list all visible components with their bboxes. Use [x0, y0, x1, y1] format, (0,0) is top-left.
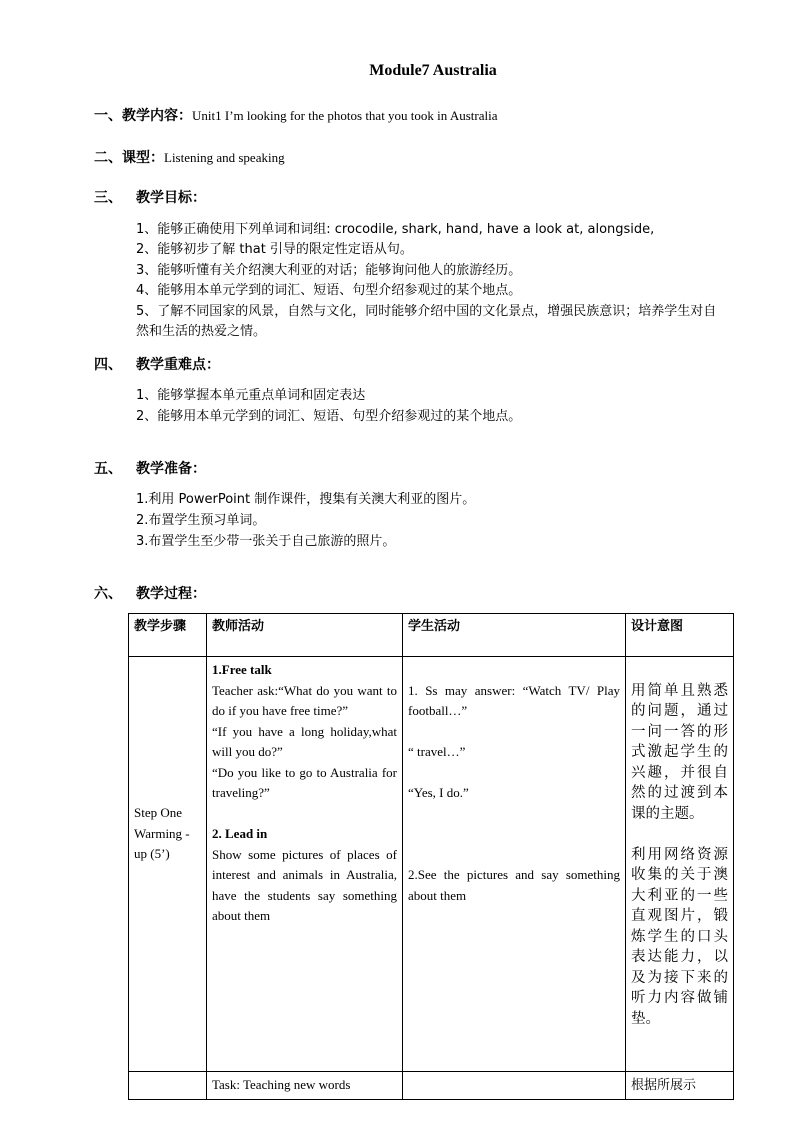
objectives-heading [94, 188, 206, 208]
free-talk-heading: 1.Free talk [212, 662, 272, 677]
teacher-question: “If you have a long holiday,what will you do?” [212, 723, 397, 759]
student-answer: 2.See the pictures and say something about them [408, 867, 620, 903]
teacher-cell [207, 657, 403, 1072]
table-row [129, 657, 734, 1072]
objective-item: 5、了解不同国家的风景，自然与文化，同时能够介绍中国的文化景点，增强民族意识；培养学生对自然和生活的热爱之情。 [136, 304, 717, 339]
content-text: Unit1 I’m looking for the photos that you took in Australia [192, 108, 498, 123]
lead-in-heading: 2. Lead in [212, 826, 268, 841]
step-cell [129, 1072, 207, 1100]
process-table [128, 613, 734, 1100]
objective-item: 3、能够听懂有关介绍澳大利亚的对话；能够询问他人的旅游经历。 [136, 263, 522, 278]
key-points-title: 教学重难点： [136, 357, 220, 373]
header-teacher: 教师活动 [207, 614, 403, 657]
objectives-num: 三、 [94, 190, 122, 206]
page-title: Module7 Australia [369, 62, 497, 79]
process-heading [94, 584, 206, 604]
student-answer: “ travel…” [408, 744, 466, 759]
design-intent: 利用网络资源收集的关于澳大利亚的一些直观图片，锻炼学生的口头表达能力，以及为接下来的听力内容做铺垫。 [631, 846, 728, 1027]
design-cell: 根据所展示 [626, 1072, 734, 1100]
key-point-item: 2、能够用本单元学到的词汇、短语、句型介绍参观过的某个地点。 [136, 409, 522, 424]
content-line [94, 106, 497, 126]
header-design: 设计意图 [626, 614, 734, 657]
lesson-type-line [94, 148, 285, 168]
header-student: 学生活动 [403, 614, 626, 657]
objectives-title: 教学目标： [136, 190, 206, 206]
preparation-item: 2.布置学生预习单词。 [136, 513, 266, 528]
key-points-heading [94, 355, 220, 375]
preparation-num: 五、 [94, 461, 122, 477]
lesson-type-text: Listening and speaking [164, 150, 285, 165]
objective-item: 1、能够正确使用下列单词和词组: crocodile, shark, hand, have a look at, alongside, [136, 222, 655, 237]
key-point-item: 1、能够掌握本单元重点单词和固定表达 [136, 388, 366, 403]
student-cell [403, 657, 626, 1072]
objective-item: 2、能够初步了解 that 引导的限定性定语从句。 [136, 242, 413, 257]
preparation-item: 3.布置学生至少带一张关于自己旅游的照片。 [136, 534, 396, 549]
design-cell [626, 657, 734, 1072]
student-answer: “Yes, I do.” [408, 785, 469, 800]
table-header-row [129, 614, 734, 657]
teacher-question: Teacher ask:“What do you want to do if you have free time?” [212, 682, 397, 718]
teacher-question: “Do you like to go to Australia for traveling?” [212, 764, 397, 800]
design-intent: 用简单且熟悉的问题，通过一问一答的形式激起学生的兴趣，并很自然的过渡到本课的主题。 [631, 682, 728, 822]
content-label: 一、教学内容： [94, 108, 192, 124]
student-answer: 1. Ss may answer: “Watch TV/ Play football…” [408, 682, 620, 718]
step-cell: Step One Warming -up (5’) [129, 657, 207, 1072]
key-points-num: 四、 [94, 357, 122, 373]
teacher-lead-in: Show some pictures of places of interest and animals in Australia, have the students say something about them [212, 846, 397, 923]
teacher-cell: Task: Teaching new words [207, 1072, 403, 1100]
lesson-type-label: 二、课型： [94, 150, 164, 166]
preparation-heading [94, 459, 206, 479]
student-cell [403, 1072, 626, 1100]
table-row [129, 1072, 734, 1100]
objective-item: 4、能够用本单元学到的词汇、短语、句型介绍参观过的某个地点。 [136, 283, 522, 298]
process-num: 六、 [94, 586, 122, 602]
preparation-item: 1.利用 PowerPoint 制作课件，搜集有关澳大利亚的图片。 [136, 492, 476, 507]
process-title: 教学过程： [136, 586, 206, 602]
preparation-title: 教学准备： [136, 461, 206, 477]
header-step: 教学步骤 [129, 614, 207, 657]
